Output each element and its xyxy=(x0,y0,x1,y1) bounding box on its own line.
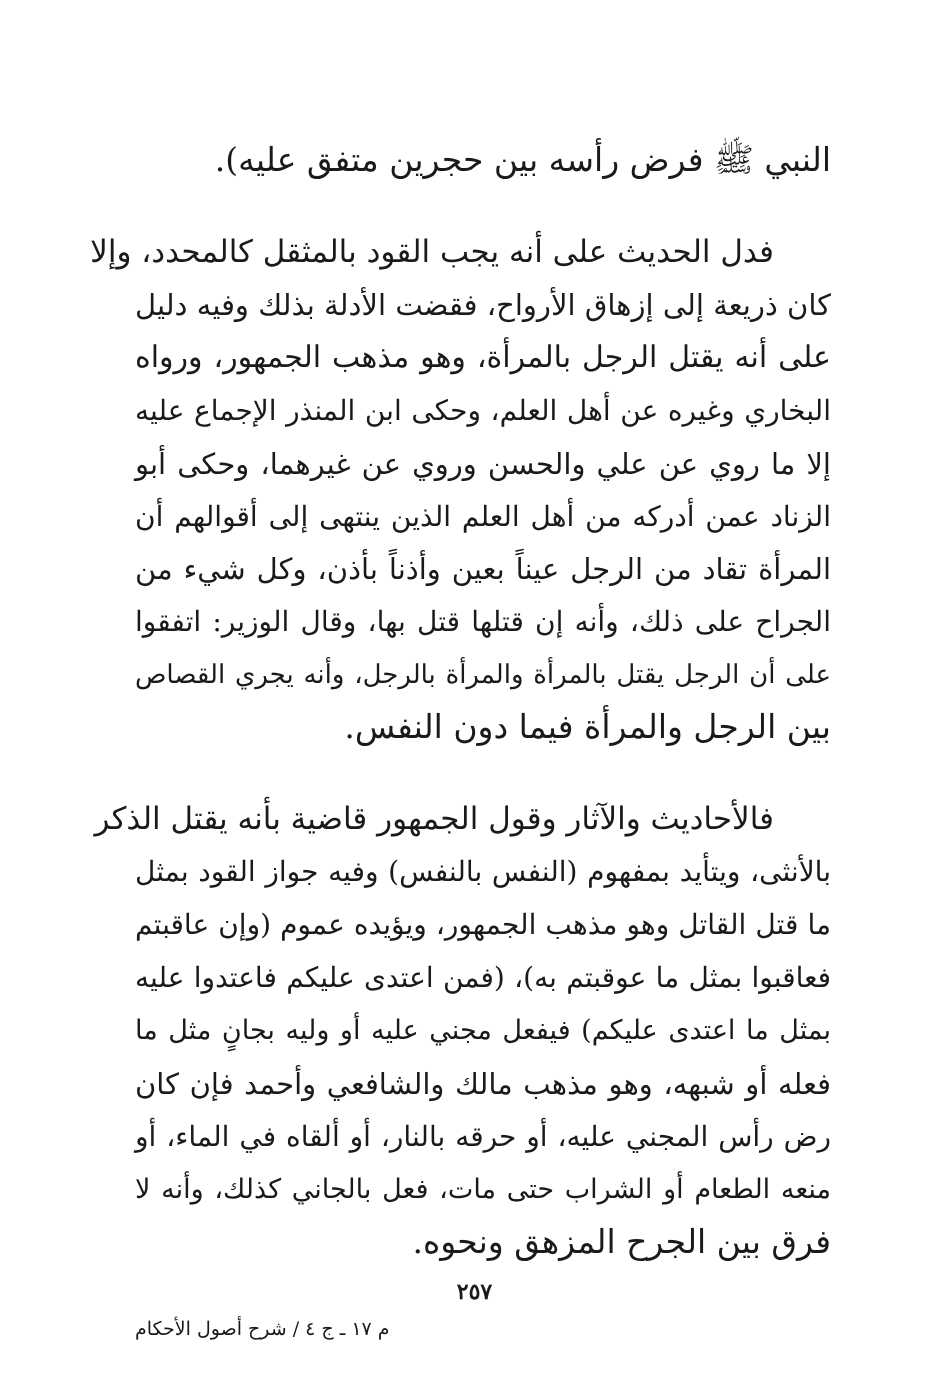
paragraph-opening-line: فدل الحديث على أنه يجب القود بالمثقل كالمحدد، وإلا xyxy=(90,234,774,270)
text-line: بمثل ما اعتدى عليكم) فيفعل مجني عليه أو وليه بجانٍ مثل ما xyxy=(135,1015,831,1046)
text-line: على أن الرجل يقتل بالمرأة والمرأة بالرجل، وأنه يجري القصاص xyxy=(135,660,831,690)
text-line: فعله أو شبهه، وهو مذهب مالك والشافعي وأحمد فإن كان xyxy=(135,1067,831,1101)
text-line: فرق بين الجرح المزهق ونحوه. xyxy=(412,1222,831,1261)
text-line: فعاقبوا بمثل ما عوقبتم به)، (فمن اعتدى عليكم فاعتدوا عليه xyxy=(135,961,831,994)
text-line: منعه الطعام أو الشراب حتى مات، فعل بالجاني كذلك، وأنه لا xyxy=(135,1174,831,1205)
text-line: بالأنثى، ويتأيد بمفهوم (النفس بالنفس) وفيه جواز القود بمثل xyxy=(135,855,831,888)
text-line: على أنه يقتل الرجل بالمرأة، وهو مذهب الجمهور، ورواه xyxy=(135,340,831,375)
text-line: ما قتل القاتل وهو مذهب الجمهور، ويؤيده عموم (وإن عاقبتم xyxy=(135,908,831,941)
text-line: الزناد عمن أدركه من أهل العلم الذين ينتهى إلى أقوالهم أن xyxy=(135,500,831,533)
text-line: كان ذريعة إلى إزهاق الأرواح، فقضت الأدلة بذلك وفيه دليل xyxy=(135,288,831,322)
page-number: ٢٥٧ xyxy=(456,1279,493,1305)
text-line: إلا ما روي عن علي والحسن وروي عن غيرهما، وحكى أبو xyxy=(135,447,831,481)
text-line: البخاري وغيره عن أهل العلم، وحكى ابن المنذر الإجماع عليه xyxy=(135,394,831,427)
text-line: النبي ﷺ فرض رأسه بين حجرين متفق عليه). xyxy=(214,140,831,179)
printer-signature: م ١٧ ـ ج ٤ / شرح أصول الأحكام xyxy=(135,1318,390,1340)
text-line: بين الرجل والمرأة فيما دون النفس. xyxy=(344,707,831,746)
text-line: الجراح على ذلك، وأنه إن قتلها قتل بها، وقال الوزير: اتفقوا xyxy=(135,605,831,638)
text-line: المرأة تقاد من الرجل عيناً بعين وأذناً بأذن، وكل شيء من xyxy=(135,552,831,586)
paragraph-opening-line: فالأحاديث والآثار وقول الجمهور قاضية بأنه يقتل الذكر xyxy=(94,801,774,837)
text-line: رض رأس المجني عليه، أو حرقه بالنار، أو ألقاه في الماء، أو xyxy=(135,1120,831,1153)
